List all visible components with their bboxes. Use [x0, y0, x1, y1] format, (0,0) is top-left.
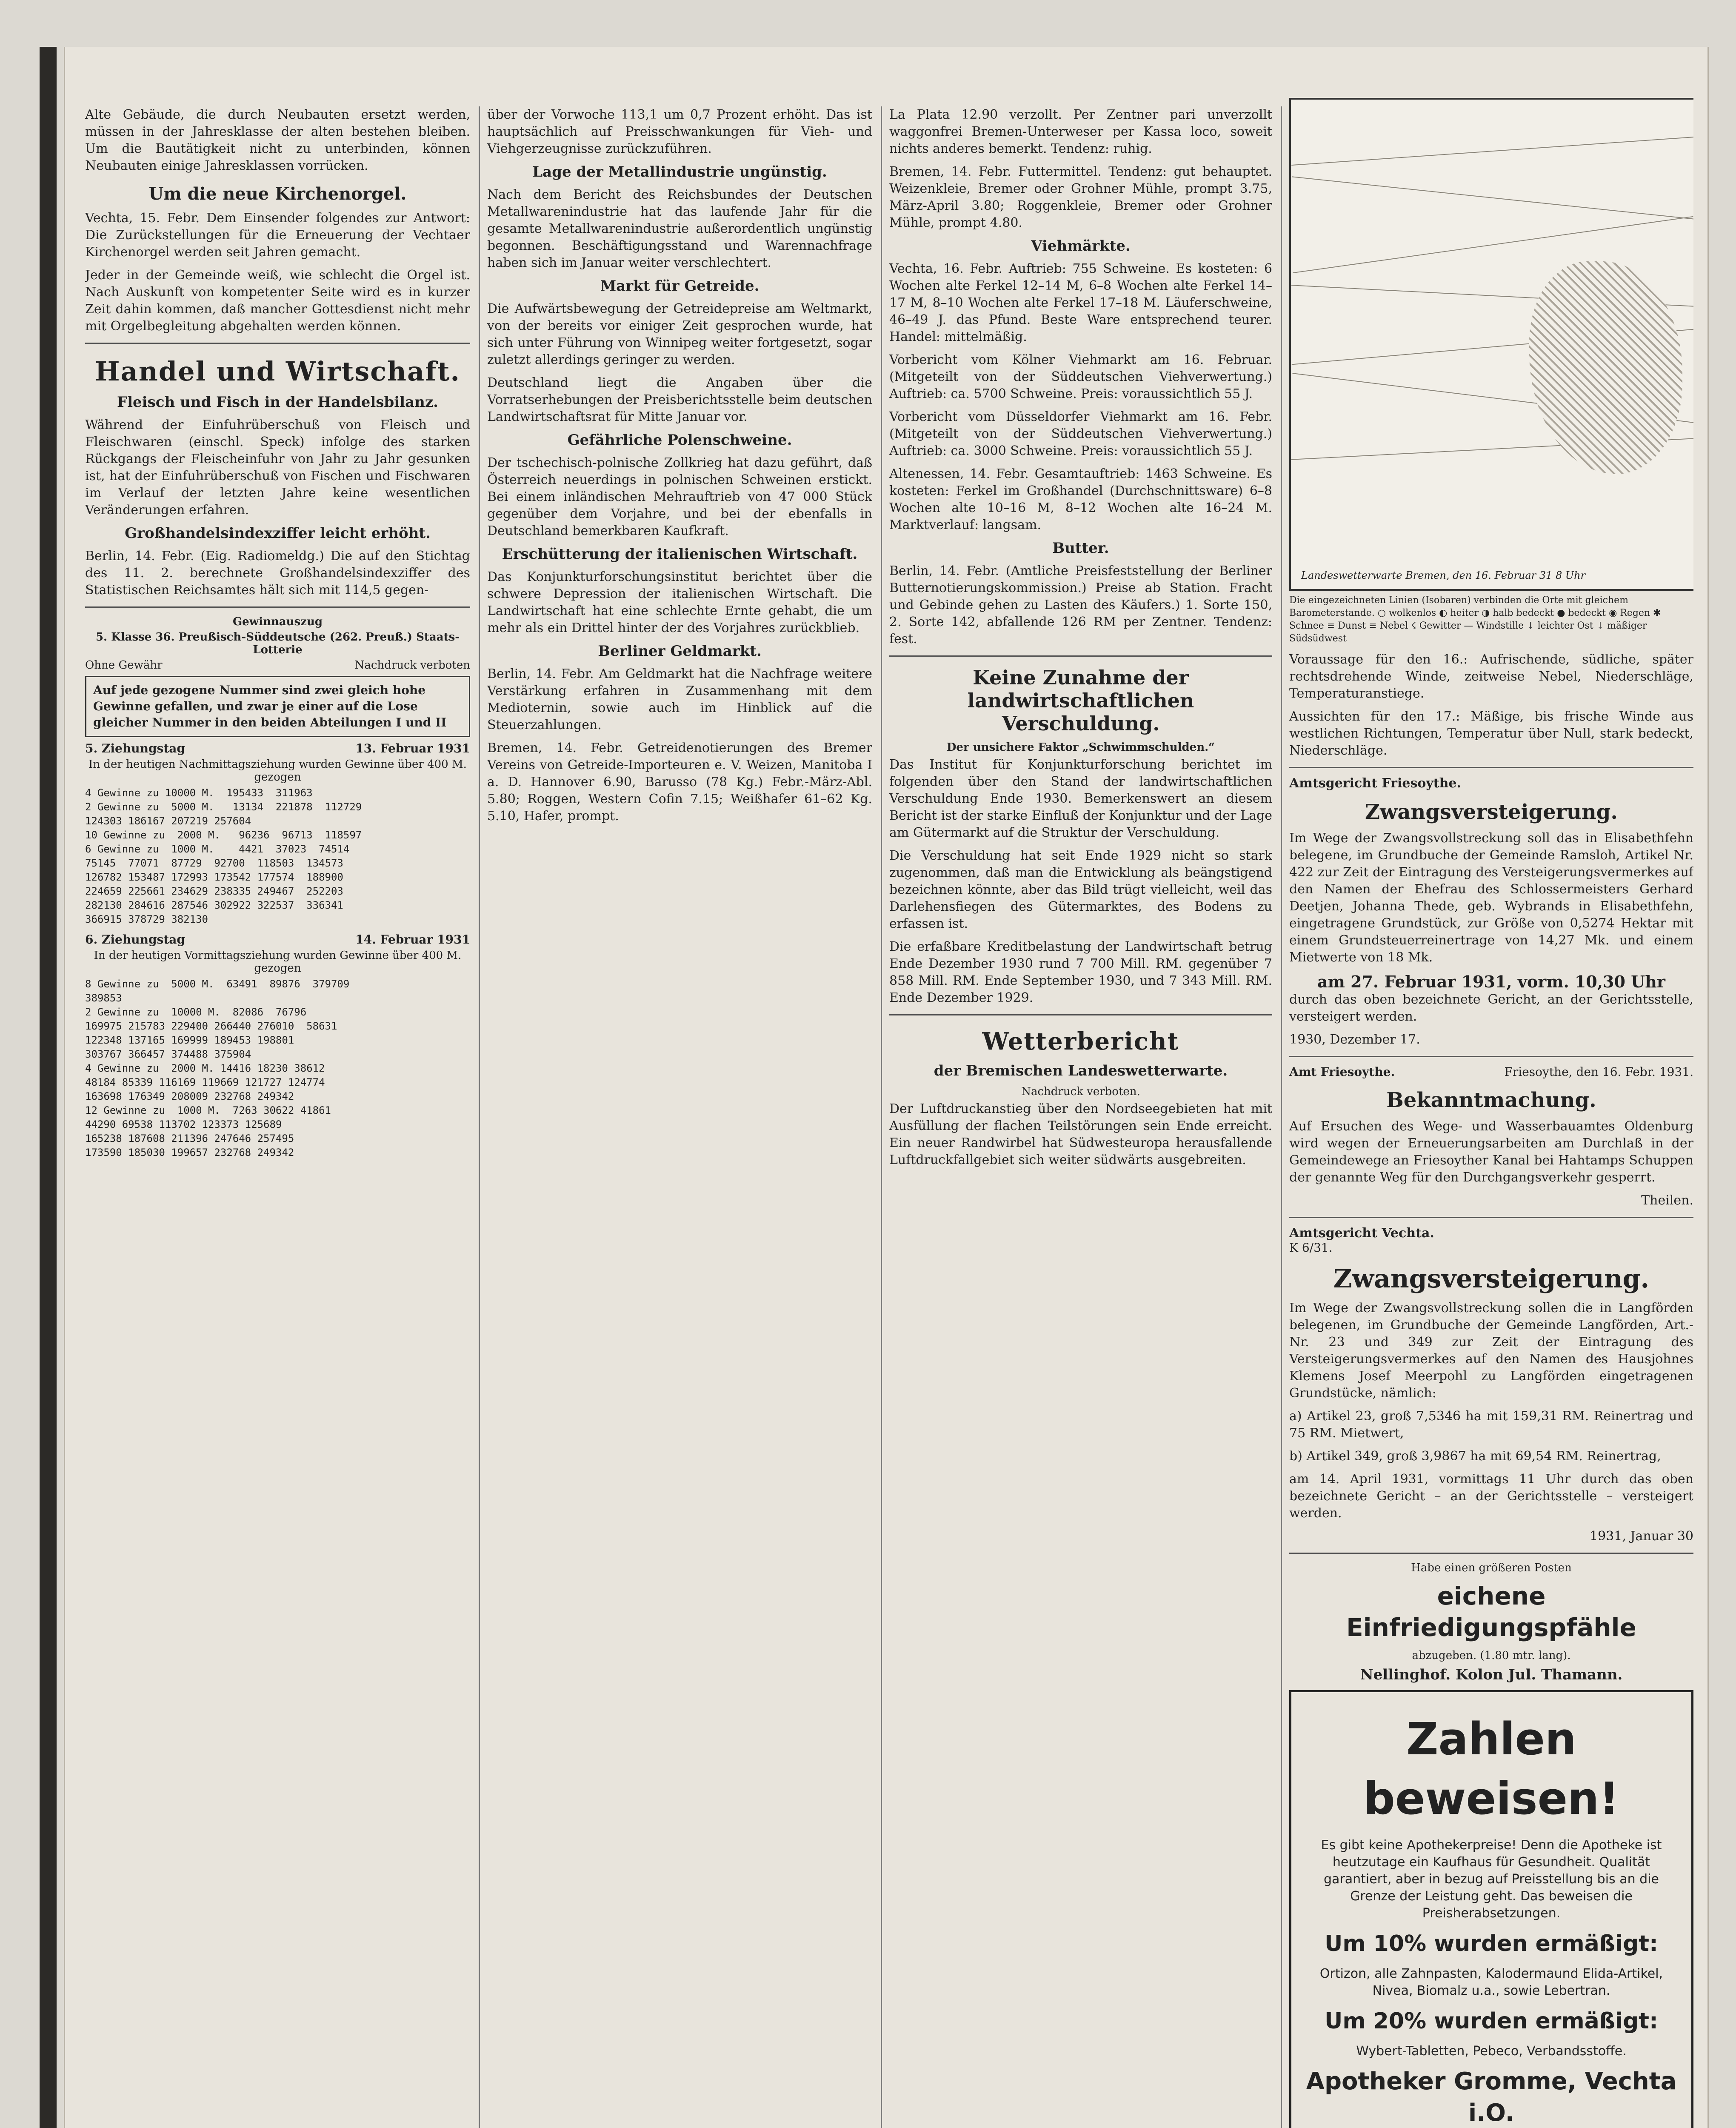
ad-signature: Apotheker Gromme, Vechta i.O. [1306, 2068, 1677, 2127]
apotheke-ad [1289, 1690, 1693, 2128]
article-text: Berlin, 14. Febr. (Amtliche Preisfeststellung der Berliner Butternotierungskommission.) Preise ab Station. Fracht und Gebinde gehen zu Lasten des Käufers.) 1. Sorte 150, 2. Sorte 142, abfallende 126 RM per Zentner. Tendenz: fest. [889, 563, 1272, 646]
notice-item: b) Artikel 349, groß 3,9867 ha mit 69,54 RM. Reinertrag, [1289, 1449, 1661, 1464]
ad-title: Zahlen beweisen! [1363, 1713, 1619, 1825]
heading-vieh: Viehmärkte. [1031, 237, 1131, 255]
column-3 [889, 106, 1272, 2128]
divider [889, 655, 1272, 657]
column-1 [85, 106, 470, 2128]
forecast-text: Voraussage für den 16.: Aufrischende, südliche, später rechtsdrehende Winde, zeitweise Nebel, Niederschläge, Temperaturanstiege. [1289, 652, 1693, 701]
column-rule [881, 106, 882, 2128]
notice-text: am 14. April 1931, vormittags 11 Uhr durch das oben bezeichnete Gericht – an der Gerichtsstelle – versteigert werden. [1289, 1472, 1693, 1521]
article-text: Vorbericht vom Kölner Viehmarkt am 16. Februar. (Mitgeteilt von der Süddeutschen Viehverwertung.) Auftrieb: ca. 5700 Schweine. Preis: voraussichtlich 55 J. [889, 352, 1272, 401]
article-text: Alte Gebäude, die durch Neubauten ersetzt werden, müssen in der Jahresklasse der alten bestehen bleiben. Um die Bautätigkeit nicht zu unterbinden, können Neubauten einige Jahresklassen vorrücken. [85, 107, 470, 173]
lotto-day-6 [85, 932, 470, 947]
column-4 [1289, 94, 1693, 2128]
map-caption: Landeswetterwarte Bremen, den 16. Februar 31 8 Uhr [1301, 569, 1586, 581]
article-text: Vechta, 16. Febr. Auftrieb: 755 Schweine. Es kosteten: 6 Wochen alte Ferkel 12–14 M, 6–8 Wochen alte Ferkel 14–17 M, 8–10 Wochen alte Ferkel 17–18 M. Läuferschweine, 46–49 J. das Pfund. Beste Ware entsprechend teurer. Handel: mittelmäßig. [889, 261, 1272, 344]
isobar-line [1293, 216, 1693, 273]
article-text: über der Vorwoche 113,1 um 0,7 Prozent erhöht. Das ist hauptsächlich auf Preisschwankungen für Vieh- und Viehgerzeugnisse zurückzuführen. [487, 107, 872, 156]
amt-date: Friesoythe, den 16. Febr. 1931. [1504, 1065, 1693, 1079]
article-text: Altenessen, 14. Febr. Gesamtauftrieb: 1463 Schweine. Es kosteten: Ferkel im Großhandel (Durchschnittsware) 6–8 Wochen alte 10–16 M, 8–12 Wochen alte 16–24 M. Marktverlauf: langsam. [889, 466, 1272, 532]
ad-discount-20: Um 20% wurden ermäßigt: [1325, 2008, 1658, 2034]
divider [889, 1014, 1272, 1015]
ad-signature: Nellinghof. Kolon Jul. Thamann. [1360, 1666, 1623, 1683]
article-text: Die Verschuldung hat seit Ende 1929 nicht so stark zugenommen, daß man die Entwicklung als beängstigend bezeichnen könnte, aber das Bild trügt vielleicht, weil das Darlehensfiegen des Gütermarktes, des Bodens zu erfassen ist. [889, 848, 1272, 931]
lotto-subheading: 5. Klasse 36. Preußisch-Süddeutsche (262. Preuß.) Staats-Lotterie [95, 631, 460, 656]
amt-header [1289, 1065, 1693, 1079]
article-text: Der Luftdruckanstieg über den Nordseegebieten hat mit Ausfüllung der flachen Teilstörungen sein Ende erreicht. Ein neuer Randwirbel hat Südwesteuropa herausfallende Luftdruckfallgebiet sich weiter südwärts ausgebreiten. [889, 1101, 1272, 1167]
article-text: Bremen, 14. Febr. Getreidenotierungen des Bremer Vereins von Getreide-Importeuren e. V. Weizen, Manitoba I a. D. Hannover 6.90, Barusso (78 Kg.) Febr.-März-Abl. 5.80; Roggen, Western Cofin 7.15; Weißhafer 61–62 Kg. 5.10, Hafer, prompt. [487, 741, 872, 824]
article-text: Deutschland liegt die Angaben über die Vorratserhebungen der Preisberichtsstelle beim deutschen Landwirtschaftsrat für Mitte Januar vor. [487, 375, 872, 424]
court-heading: Amtsgericht Vechta. [1289, 1226, 1434, 1241]
column-rule [1281, 106, 1282, 2128]
weather-map [1289, 98, 1693, 591]
article-text: Berlin, 14. Febr. Am Geldmarkt hat die Nachfrage weitere Verstärkung erfahren in Zusammenhang mit dem Medioternin, sowie auch im Hinblick auf die Steuerzahlungen. [487, 666, 872, 732]
ad-list: Wybert-Tabletten, Pebeco, Verbandsstoffe. [1356, 2044, 1627, 2059]
case-number: K 6/31. [1289, 1241, 1333, 1255]
lotto-day6-date: 14. Februar 1931 [355, 932, 470, 947]
notice-text: Im Wege der Zwangsvollstreckung soll das in Elisabethfehn belegene, im Grundbuche der Gemeinde Ramsloh, Artikel Nr. 422 zur Zeit der Eintragung des Versteigerungsvermerkes auf den Namen der Ehefrau des Schlossermeisters Gerhard Deetjen, Johanna Thede, geb. Wybrands in Elisabethfehn, eingetragene Grundstück, zur Größe von 0,5274 Hektar mit einem Grundsteuerreinertrage von 14,27 Mk. und einem Mietwerte von 18 Mk. [1289, 831, 1693, 965]
column-2 [487, 106, 872, 2128]
article-text: Das Konjunkturforschungsinstitut berichtet über die schwere Depression der italienischen Wirtschaft. Die Landwirtschaft hat eine schlechte Ernte gehabt, die um mehr als ein Drittel hinter der des Vorjahres zurückblieb. [487, 569, 872, 635]
notice-sign: Theilen. [1641, 1193, 1693, 1208]
divider [1289, 1056, 1693, 1057]
notice-text: Auf Ersuchen des Wege- und Wasserbauamtes Oldenburg wird wegen der Erneuerungsarbeiten am Durchlaß in der Gemeindewege an Friesoyther Kanal bei Hahtamps Schuppen der genannte Weg für den Durchgangsverkehr gesperrt. [1289, 1119, 1693, 1185]
notice-text: durch das oben bezeichnete Gericht, an der Gerichtsstelle, versteigert werden. [1289, 992, 1693, 1024]
article-text: Berlin, 14. Febr. (Eig. Radiomeldg.) Die auf den Stichtag des 11. 2. berechnete Großhandelsindexziffer des Statistischen Reichsamtes hält sich mit 114,5 gegen- [85, 549, 470, 598]
lotto-notice-box: Auf jede gezogene Nummer sind zwei gleich hohe Gewinne gefallen, und zwar je einer auf die Lose gleicher Nummer in den beiden Abteilungen I und II [85, 676, 470, 737]
notice-item: a) Artikel 23, groß 7,5346 ha mit 159,31 RM. Reinertrag und 75 RM. Mietwert, [1289, 1409, 1693, 1441]
lotto-note: In der heutigen Nachmittagsziehung wurden Gewinne über 400 M. gezogen [89, 758, 467, 784]
section-title-handel: Handel und Wirtschaft. [94, 356, 461, 387]
column-rule [479, 106, 480, 2128]
ad-text: Es gibt keine Apothekerpreise! Denn die Apotheke ist heutzutage ein Kaufhaus für Gesundheit. Qualität garantiert, aber in bezug auf Preisstellung bis an die Grenze der Leistung geht. Das beweisen die Preisherabsetzungen. [1321, 1838, 1662, 1921]
heading-bekanntmachung: Bekanntmachung. [1386, 1088, 1596, 1112]
lotto-day6-label: 6. Ziehungstag [85, 932, 185, 947]
map-legend: Die eingezeichneten Linien (Isobaren) verbinden die Orte mit gleichem Barometerstande. ○ wolkenlos ◐ heiter ◑ halb bedeckt ● bedeckt ◉ Regen ✱ Schnee ≡ Dunst ≡ Nebel ☇ Gewitter — Windstille ↓ leichter Ost ↓ mäßiger Südsüdwest [1289, 595, 1661, 644]
article-text: Jeder in der Gemeinde weiß, wie schlecht die Orgel ist. Nach Auskunft von kompetenter Seite wird es in kurzer Zeit dahin kommen, daß mancher Gottesdienst nicht mehr mit Orgelbegleitung abgehalten werden können. [85, 268, 470, 334]
amt-name: Amt Friesoythe. [1289, 1065, 1395, 1079]
subheading-zunahme: Der unsichere Faktor „Schwimmschulden.“ [946, 741, 1215, 754]
heading-zwangsversteigerung: Zwangsversteigerung. [1333, 1264, 1650, 1294]
heading-fleisch: Fleisch und Fisch in der Handelsbilanz. [117, 394, 438, 411]
ad-headline: eichene Einfriedigungspfähle [1346, 1582, 1636, 1642]
article-text: Bremen, 14. Febr. Futtermittel. Tendenz: gut behauptet. Weizenkleie, Bremer oder Grohner Mühle, prompt 3.75, März-April 3.80; Roggenkleie, Bremer oder Grohner Mühle, prompt 4.80. [889, 164, 1272, 230]
forecast-text: Aussichten für den 17.: Mäßige, bis frische Winde aus westlichen Richtungen, Temperatur über Null, stark bedeckt, Niederschläge. [1289, 709, 1693, 758]
article-text: Während der Einfuhrüberschuß von Fleisch und Fleischwaren (einschl. Speck) infolge des starken Rückgangs der Fleischeinfuhr von Jahr zu Jahr gesunken ist, hat der Einfuhrüberschuß von Fischen und Fischwaren im Verlauf der letzten Jahre keine wesentlichen Veränderungen erfahren. [85, 418, 470, 518]
divider [1289, 1553, 1693, 1554]
notice-text: Im Wege der Zwangsvollstreckung sollen die in Langförden belegenen, im Grundbuche der Gemeinde Langförden, Art.-Nr. 23 und 349 zur Zeit der Eintragung des Versteigerungsvermerkes auf den Namen des Hausjohnes Klemens Josef Meerpohl zu Langförden eingetragenen Grundstücke, nämlich: [1289, 1301, 1693, 1401]
heading-orgel: Um die neue Kirchenorgel. [148, 184, 407, 204]
lotto-numbers: 8 Gewinne zu 5000 M. 63491 89876 379709 389853 2 Gewinne zu 10000 M. 82086 76796 169975 215783 229400 266440 276010 58631 122348 137165 169999 189453 198801 303767 366457 374488 375904 4 Gewinne zu 2000 M. 14416 18230 38612 48184 85339 116169 119669 121727 124774 163698 176349 208009 232768 249342 12 Gewinne zu 1000 M. 7263 30622 41861 44290 69538 113702 123373 125689 165238 187608 211396 247646 257495 173590 185030 199657 232768 249342 [85, 978, 350, 1158]
heading-zwangsversteigerung: Zwangsversteigerung. [1365, 800, 1618, 824]
article-text: La Plata 12.90 verzollt. Per Zentner pari unverzollt waggonfrei Bremen-Unterweser per Kassa loco, soweit nichts anderes bemerkt. Tendenz: ruhig. [889, 107, 1272, 156]
court-heading: Amtsgericht Friesoythe. [1289, 776, 1462, 791]
lotto-numbers: 4 Gewinne zu 10000 M. 195433 311963 2 Gewinne zu 5000 M. 13134 221878 112729 124303 186167 207219 257604 10 Gewinne zu 2000 M. 96236 96713 118597 6 Gewinne zu 1000 M. 4421 37023 74514 75145 77071 87729 92700 118503 134573 126782 153487 172993 173542 177574 188900 224659 225661 234629 238335 249467 252203 282130 284616 287546 302922 322537 336341 366915 378729 382130 [85, 787, 362, 925]
ad-discount-10: Um 10% wurden ermäßigt: [1325, 1931, 1658, 1956]
lotto-nachdruck: Nachdruck verboten [354, 659, 470, 672]
heading-wetter: Wetterbericht [982, 1027, 1179, 1055]
article-text: Die erfaßbare Kreditbelastung der Landwirtschaft betrug Ende Dezember 1930 rund 7 700 Mill. RM. gegenüber 7 858 Mill. RM. Ende September 1930, und 7 343 Mill. RM. Ende Dezember 1929. [889, 939, 1272, 1005]
lotto-note: In der heutigen Vormittagsziehung wurden Gewinne über 400 M. gezogen [94, 949, 462, 975]
wetter-nachdruck: Nachdruck verboten. [1021, 1085, 1140, 1098]
heading-italien: Erschütterung der italienischen Wirtschaft. [502, 546, 858, 563]
heading-polen: Gefährliche Polenschweine. [567, 432, 792, 449]
lotto-day5-label: 5. Ziehungstag [85, 741, 185, 755]
article-text: Vorbericht vom Düsseldorfer Viehmarkt am 16. Febr. (Mitgeteilt von der Süddeutschen Viehverwertung.) Auftrieb: ca. 3000 Schweine. Preis: voraussichtlich 55 J. [889, 409, 1272, 458]
lotto-day-5 [85, 741, 470, 755]
notice-sign: 1931, Januar 30 [1590, 1529, 1693, 1544]
article-text: Das Institut für Konjunkturforschung berichtet im folgenden über den Stand der landwirtschaftlichen Verschuldung Ende 1930. Bemerkenswert an diesem Bericht ist der starke Einfluß der Konjunktur und der Lage am Gütermarkt auf die Struktur der Verschuldung. [889, 757, 1272, 840]
ad-list: Ortizon, alle Zahnpasten, Kalodermaund Elida-Artikel, Nivea, Biomalz u.a., sowie Lebertran. [1319, 1966, 1663, 1998]
heading-zunahme: Keine Zunahme der landwirtschaftlichen Verschuldung. [967, 666, 1194, 735]
lotto-gewaehr: Ohne Gewähr [85, 659, 163, 672]
heading-getreide: Markt für Getreide. [600, 277, 760, 295]
article-text: Die Aufwärtsbewegung der Getreidepreise am Weltmarkt, von der bereits vor einiger Zeit gesprochen wurde, hat sich unter Führung von Winnipeg weiter fortgesetzt, sogar zuletzt allerdings geringer zu werden. [487, 301, 872, 367]
subheading-wetter: der Bremischen Landeswetterwarte. [934, 1062, 1228, 1079]
lotto-heading: Gewinnauszug [232, 615, 323, 628]
divider [1289, 767, 1693, 768]
divider [1289, 1217, 1693, 1218]
auction-date: am 27. Februar 1931, vorm. 10,30 Uhr [1317, 972, 1665, 991]
lotto-meta [85, 659, 470, 672]
heading-gross: Großhandelsindexziffer leicht erhöht. [125, 525, 431, 542]
article-text: Der tschechisch-polnische Zollkrieg hat dazu geführt, daß Österreich neuerdings in polnischen Schweinen erstickt. Bei einem inländischen Mehrauftrieb von 47 000 Stück gegenüber dem Vorjahre, und bei der ebenfalls in Deutschland bemerkbaren Kaufkraft. [487, 455, 872, 538]
heading-metall: Lage der Metallindustrie ungünstig. [532, 163, 827, 180]
isobar-line [1292, 176, 1693, 219]
divider [85, 606, 470, 608]
heading-butter: Butter. [1052, 540, 1109, 557]
article-text: Vechta, 15. Febr. Dem Einsender folgendes zur Antwort: Die Zurückstellungen für die Erneuerung der Vechtaer Kirchenorgel werden seit Jahren gemacht. [85, 211, 470, 260]
heading-geld: Berliner Geldmarkt. [598, 643, 762, 660]
ad-intro: Habe einen größeren Posten [1411, 1562, 1572, 1574]
article-text: Nach dem Bericht des Reichsbundes der Deutschen Metallwarenindustrie hat das laufende Jahr für die gesamte Metallwarenindustrie außerordentlich ungünstig begonnen. Beschäftigungsstand und Warennachfrage haben sich im Januar weiter verschlechtert. [487, 187, 872, 270]
map-landmass [1529, 261, 1682, 474]
lotto-day5-date: 13. Februar 1931 [355, 741, 470, 755]
ad-detail: abzugeben. (1.80 mtr. lang). [1412, 1649, 1571, 1662]
isobar-line [1291, 137, 1693, 166]
divider [85, 343, 470, 344]
notice-sign: 1930, Dezember 17. [1289, 1032, 1420, 1047]
